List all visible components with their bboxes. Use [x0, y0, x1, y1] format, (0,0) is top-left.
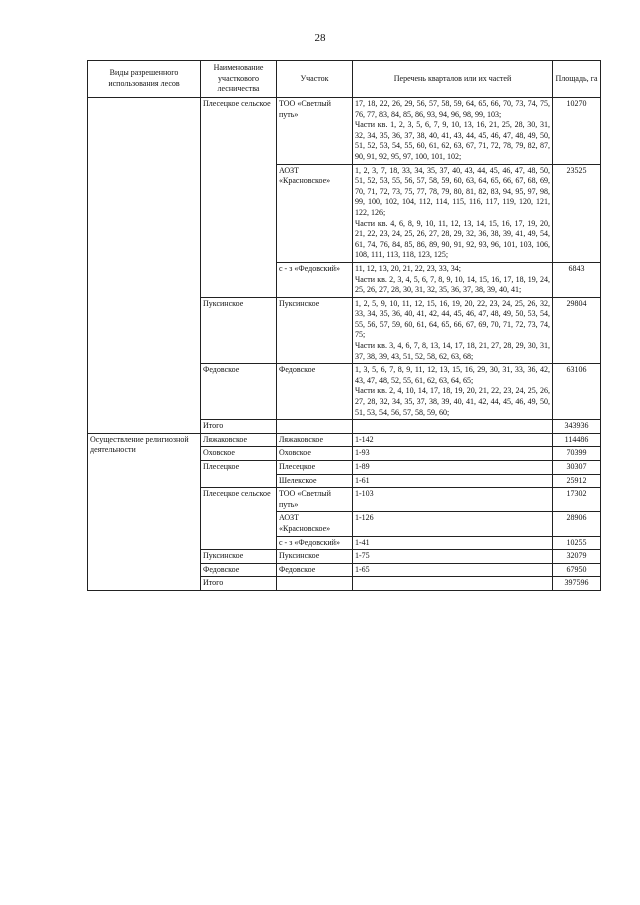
empty-cell — [353, 420, 553, 434]
quarters-cell — [353, 364, 553, 420]
table-row — [88, 98, 601, 165]
forestry-cell: Ляжаковское — [201, 433, 277, 447]
quarters-full: 11, 12, 13, 20, 21, 22, 23, 33, 34; — [355, 263, 461, 273]
area-cell: 23525 — [553, 164, 601, 262]
page-number: 28 — [314, 32, 326, 44]
total-label: Итого — [201, 577, 277, 591]
area-cell: 70399 — [553, 447, 601, 461]
plot-cell: Шелекское — [277, 474, 353, 488]
header-area: Площадь, га — [553, 61, 601, 98]
area-cell: 6843 — [553, 262, 601, 297]
plot-cell: АОЗТ «Красновское» — [277, 512, 353, 536]
quarters-cell — [353, 98, 553, 165]
area-cell: 28906 — [553, 512, 601, 536]
quarters-partial: Части кв. 3, 4, 6, 7, 8, 13, 14, 17, 18, 21, 27, 28, 29, 30, 31, 37, 38, 39, 43, 51, 52, 58, 62, 63, 68; — [355, 341, 550, 361]
quarters-cell: 1-41 — [353, 536, 553, 550]
quarters-cell: 1-126 — [353, 512, 553, 536]
plot-cell: Оховское — [277, 447, 353, 461]
table-row — [88, 433, 601, 447]
plot-cell: с - з «Федовский» — [277, 536, 353, 550]
plot-cell: Федовское — [277, 563, 353, 577]
area-cell: 25912 — [553, 474, 601, 488]
quarters-cell: 1-142 — [353, 433, 553, 447]
plot-cell: с - з «Федовский» — [277, 262, 353, 297]
forestry-cell: Пуксинское — [201, 550, 277, 564]
quarters-cell — [353, 262, 553, 297]
plot-cell: Пуксинское — [277, 297, 353, 364]
empty-cell — [277, 577, 353, 591]
table-header-row — [88, 61, 601, 98]
forestry-cell: Оховское — [201, 447, 277, 461]
forestry-cell: Пуксинское — [201, 297, 277, 364]
forestry-cell: Федовское — [201, 563, 277, 577]
area-cell: 29804 — [553, 297, 601, 364]
plot-cell: Федовское — [277, 364, 353, 420]
plot-cell: Пуксинское — [277, 550, 353, 564]
use-type-cell — [88, 98, 201, 434]
quarters-cell — [353, 297, 553, 364]
area-cell: 67950 — [553, 563, 601, 577]
plot-cell: Плесецкое — [277, 461, 353, 475]
quarters-partial: Части кв. 4, 6, 8, 9, 10, 11, 12, 13, 14, 15, 16, 17, 19, 20, 21, 22, 23, 24, 25, 26, 27, 28, 29, 32, 36, 38, 39, 41, 49, 54, 61, 74, 76, 84, 85, 86, 89, 90, 91, 92, 93, 96, 101, 103, 106, 108, 111, 113, 118, 123, 125; — [355, 218, 550, 260]
header-quarters: Перечень кварталов или их частей — [353, 61, 553, 98]
quarters-full: 1, 2, 3, 7, 18, 33, 34, 35, 37, 40, 43, 44, 45, 46, 47, 48, 50, 51, 52, 53, 55, 56, 57, 58, 59, 60, 63, 64, 65, 66, 67, 68, 69, 70, 71, 72, 73, 75, 77, 78, 79, 80, 81, 82, 83, 94, 95, 97, 98, 99, 100, 102, 104, 112, 114, 115, 116, 117, 119, 120, 121, 122, 126; — [355, 165, 550, 217]
quarters-partial: Части кв. 2, 4, 10, 14, 17, 18, 19, 20, 21, 22, 23, 24, 25, 26, 27, 28, 32, 34, 35, 37, 38, 39, 40, 41, 42, 44, 45, 46, 49, 50, 51, 53, 54, 56, 57, 58, 59, 60; — [355, 386, 550, 417]
empty-cell — [353, 577, 553, 591]
forestry-cell: Плесецкое сельское — [201, 98, 277, 298]
total-area: 397596 — [553, 577, 601, 591]
quarters-full: 1, 3, 5, 6, 7, 8, 9, 11, 12, 13, 15, 16, 29, 30, 31, 33, 36, 42, 43, 47, 48, 52, 55, 61, 62, 63, 64, 65; — [355, 365, 550, 385]
empty-cell — [277, 420, 353, 434]
area-cell: 114486 — [553, 433, 601, 447]
quarters-partial: Части кв. 1, 2, 3, 5, 6, 7, 9, 10, 13, 16, 21, 25, 28, 30, 31, 32, 34, 35, 36, 37, 38, 40, 41, 43, 44, 45, 46, 47, 48, 49, 50, 51, 52, 53, 54, 55, 60, 61, 62, 63, 67, 71, 72, 78, 79, 82, 87, 90, 91, 92, 95, 97, 100, 101, 102; — [355, 120, 550, 161]
quarters-partial: Части кв. 2, 3, 4, 5, 6, 7, 8, 9, 10, 14, 15, 16, 17, 18, 19, 24, 25, 26, 27, 28, 30, 31, 32, 35, 36, 37, 38, 39, 40, 41; — [355, 274, 550, 295]
area-cell: 17302 — [553, 488, 601, 512]
area-cell: 10255 — [553, 536, 601, 550]
forestry-cell: Плесецкое сельское — [201, 488, 277, 550]
plot-cell: ТОО «Светлый путь» — [277, 98, 353, 165]
area-cell: 32079 — [553, 550, 601, 564]
forestry-cell: Плесецкое — [201, 461, 277, 488]
total-label: Итого — [201, 420, 277, 434]
plot-cell: АОЗТ «Красновское» — [277, 164, 353, 262]
quarters-full: 17, 18, 22, 26, 29, 56, 57, 58, 59, 64, 65, 66, 70, 73, 74, 75, 76, 77, 83, 84, 85, 86, 93, 94, 96, 98, 99, 103; — [355, 99, 550, 119]
total-area: 343936 — [553, 420, 601, 434]
plot-cell: ТОО «Светлый путь» — [277, 488, 353, 512]
quarters-cell: 1-61 — [353, 474, 553, 488]
quarters-cell: 1-65 — [353, 563, 553, 577]
forestry-cell: Федовское — [201, 364, 277, 420]
quarters-cell: 1-93 — [353, 447, 553, 461]
forest-use-table — [87, 60, 601, 591]
use-type-cell: Осуществление религиозной деятельности — [88, 433, 201, 590]
plot-cell: Ляжаковское — [277, 433, 353, 447]
quarters-cell: 1-103 — [353, 488, 553, 512]
header-forestry: Наименование участкового лесничества — [201, 61, 277, 98]
quarters-full: 1, 2, 5, 9, 10, 11, 12, 15, 16, 19, 20, 22, 23, 24, 25, 26, 32, 33, 34, 35, 36, 40, 41, 42, 44, 45, 46, 47, 48, 49, 50, 53, 54, 55, 56, 57, 59, 60, 61, 64, 65, 66, 67, 69, 70, 71, 72, 73, 74, 75; — [355, 298, 550, 340]
area-cell: 10270 — [553, 98, 601, 165]
header-use-type: Виды разрешенного использования лесов — [88, 61, 201, 98]
quarters-cell: 1-75 — [353, 550, 553, 564]
area-cell: 30307 — [553, 461, 601, 475]
header-plot: Участок — [277, 61, 353, 98]
quarters-cell — [353, 164, 553, 262]
area-cell: 63106 — [553, 364, 601, 420]
quarters-cell: 1-89 — [353, 461, 553, 475]
